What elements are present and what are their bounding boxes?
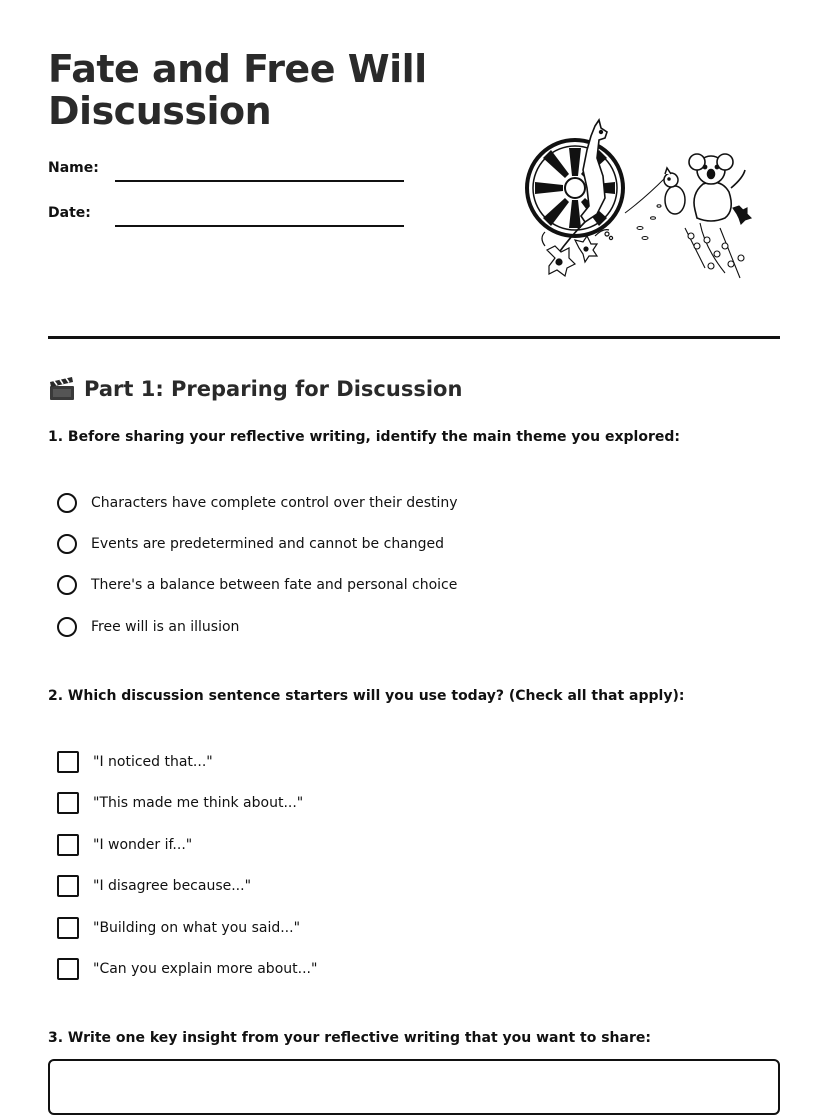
option-label: "This made me think about..." [93,795,304,811]
option-label: "Building on what you said..." [93,920,301,936]
option-label: "Can you explain more about..." [93,961,318,977]
part1-header [48,372,462,406]
checkbox[interactable] [57,792,79,814]
date-field-row [48,205,408,233]
q1-option-4[interactable] [57,614,239,640]
q2-option-6[interactable] [57,956,317,982]
checkbox[interactable] [57,958,79,980]
option-label: Characters have complete control over their destiny [91,495,458,511]
q2-option-4[interactable] [57,873,251,899]
option-label: Events are predetermined and cannot be changed [91,536,445,552]
q2-option-1[interactable] [57,749,213,775]
page-title: Fate and Free Will Discussion [48,47,427,133]
section-divider [48,336,780,339]
name-field[interactable] [115,180,404,182]
name-field-row [48,160,408,188]
option-label: "I noticed that..." [93,754,213,770]
insight-answer-field[interactable] [48,1059,780,1115]
question-2: 2. Which discussion sentence starters will you use today? (Check all that apply): [48,688,685,704]
checkbox[interactable] [57,834,79,856]
part1-title: Part 1: Preparing for Discussion [84,377,463,401]
kangaroo-wheel-koala-illustration [525,118,760,286]
checkbox[interactable] [57,751,79,773]
q2-option-3[interactable] [57,832,192,858]
date-label: Date: [48,205,91,221]
checkbox[interactable] [57,917,79,939]
question-1: 1. Before sharing your reflective writing, identify the main theme you explored: [48,429,680,445]
wheel-icon [527,140,623,236]
radio-button[interactable] [57,493,77,513]
option-label: "I disagree because..." [93,878,252,894]
radio-button[interactable] [57,575,77,595]
option-label: Free will is an illusion [91,619,240,635]
q2-option-5[interactable] [57,915,300,941]
q1-option-1[interactable] [57,490,458,516]
quokka-icon [664,168,685,214]
checkbox[interactable] [57,875,79,897]
date-field[interactable] [115,225,404,227]
option-label: "I wonder if..." [93,837,193,853]
q1-option-3[interactable] [57,572,457,598]
q1-option-2[interactable] [57,531,444,557]
clapperboard-icon [48,376,76,402]
option-label: There's a balance between fate and personal choice [91,577,458,593]
name-label: Name: [48,160,99,176]
radio-button[interactable] [57,617,77,637]
radio-button[interactable] [57,534,77,554]
question-3: 3. Write one key insight from your reflective writing that you want to share: [48,1030,651,1046]
path-dots [625,178,665,240]
q2-option-2[interactable] [57,790,303,816]
